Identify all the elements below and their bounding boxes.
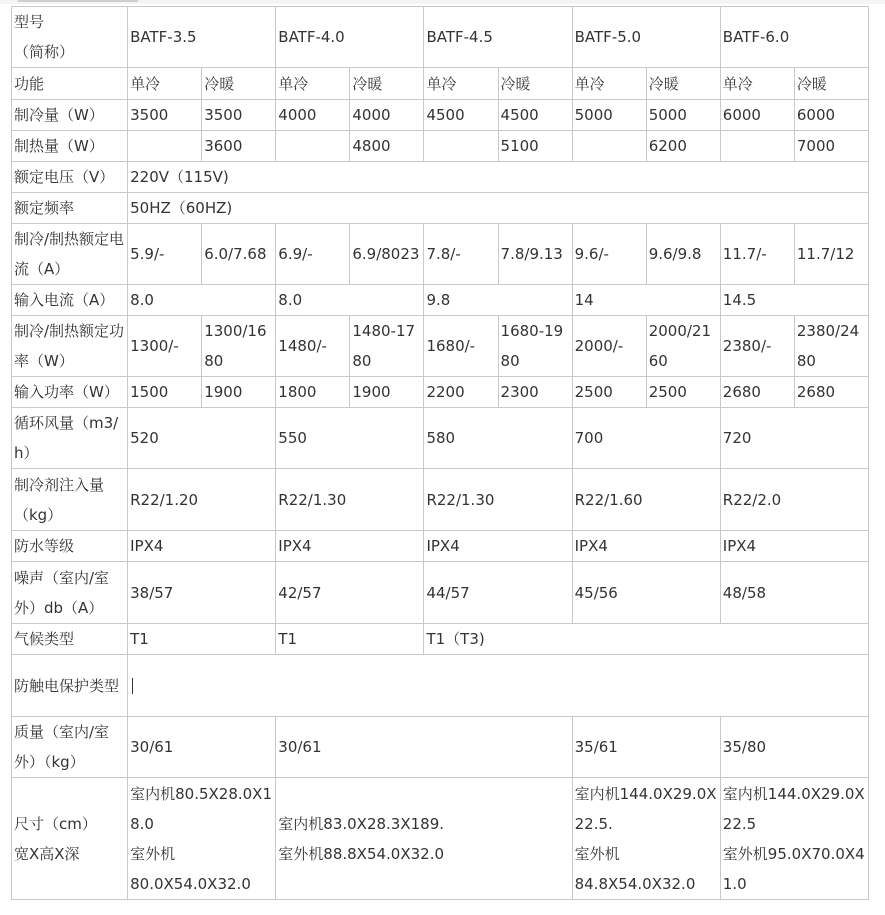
cell: 3600 [202,131,276,162]
cell: 1500 [128,377,202,408]
cell: 2200 [424,377,498,408]
row-label: 防触电保护类型 [12,655,128,717]
cell [128,131,202,162]
cell: 单冷 [572,68,646,100]
cell: 3500 [202,100,276,131]
cell: 7000 [794,131,868,162]
cell [572,778,720,900]
model-cell: BATF-3.5 [128,7,276,68]
cell: 冷暖 [498,68,572,100]
dimension-text: 室外机 [574,844,620,863]
cell: 7.8/- [424,224,498,285]
cell: 580 [424,408,572,469]
cell: 9.8 [424,285,572,316]
cell: 冷暖 [646,68,720,100]
row-label: 输入电流（A） [12,285,128,316]
row-dimensions [12,778,869,900]
cell: IPX4 [572,531,720,562]
cell: 38/57 [128,562,276,624]
cell: 50HZ（60HZ) [128,193,869,224]
cell: 5100 [498,131,572,162]
row-input-current [12,285,869,316]
cell [720,131,794,162]
row-mass [12,717,869,778]
label-line: 尺寸（cm） [14,814,97,833]
row-heating-capacity [12,131,869,162]
cell: R22/2.0 [720,469,868,531]
cell: 1900 [350,377,424,408]
cell: 1480-1780 [350,316,424,377]
row-label: 制热量（W） [12,131,128,162]
row-label: 额定频率 [12,193,128,224]
cell: 30/61 [128,717,276,778]
cropped-title-fragment [18,0,138,2]
model-cell: BATF-4.0 [276,7,424,68]
dimension-text: 80.0X54.0X32.0 [130,874,251,893]
row-waterproof [12,531,869,562]
cell: 1300/- [128,316,202,377]
cell [720,778,868,900]
cell: 2000/- [572,316,646,377]
cell: 6000 [720,100,794,131]
cell: T1 [276,624,424,655]
cell: 35/61 [572,717,720,778]
cell: 5000 [646,100,720,131]
cell: 30/61 [276,717,572,778]
cell: R22/1.60 [572,469,720,531]
model-cell: BATF-6.0 [720,7,868,68]
row-climate [12,624,869,655]
cell: 5.9/- [128,224,202,285]
cell: T1 [128,624,276,655]
cell: 单冷 [276,68,350,100]
cell: 单冷 [128,68,202,100]
cell: 冷暖 [794,68,868,100]
cell: 720 [720,408,868,469]
cell: 8.0 [128,285,276,316]
cell: 11.7/12 [794,224,868,285]
cell: 4500 [424,100,498,131]
cell: 6.9/8023 [350,224,424,285]
cell: 8.0 [276,285,424,316]
row-refrigerant [12,469,869,531]
cell: 9.6/9.8 [646,224,720,285]
label-line: 型号 [14,13,45,31]
cell: 220V（115V) [128,162,869,193]
row-rated-voltage [12,162,869,193]
row-input-power [12,377,869,408]
cell: 2500 [646,377,720,408]
cell: 14 [572,285,720,316]
cell: 1900 [202,377,276,408]
cell: 1800 [276,377,350,408]
cell: 2680 [720,377,794,408]
row-cooling-capacity [12,100,869,131]
cell: 48/58 [720,562,868,624]
cell: 2380/- [720,316,794,377]
row-function [12,68,869,100]
row-rated-power [12,316,869,377]
dimension-text: 室外机88.8X54.0X32.0 [278,844,445,863]
dimension-text: 84.8X54.0X32.0 [574,874,696,893]
cell: R22/1.20 [128,469,276,531]
cell [424,131,498,162]
cell [128,778,276,900]
row-label: 制冷剂注入量（kg） [12,469,128,531]
dimension-text: 室外机 [130,844,176,863]
text-cursor [132,678,133,694]
cell: IPX4 [128,531,276,562]
spec-table [11,6,869,900]
label-line: （简称） [14,43,75,61]
row-label: 质量（室内/室外）（kg） [12,717,128,778]
cell: 700 [572,408,720,469]
row-label: 额定电压（V） [12,162,128,193]
cell: 冷暖 [202,68,276,100]
cell: 4000 [276,100,350,131]
cell: 6.9/- [276,224,350,285]
cell: IPX4 [424,531,572,562]
cell: 520 [128,408,276,469]
dimension-text: 室内机83.0X28.3X189. [278,814,445,833]
cell: 2500 [572,377,646,408]
row-shock-protection [12,655,869,717]
cell: R22/1.30 [424,469,572,531]
row-label: 功能 [12,68,128,100]
cell: 4800 [350,131,424,162]
cell: 44/57 [424,562,572,624]
cell: 2300 [498,377,572,408]
cell: 1300/1680 [202,316,276,377]
cell: 2380/2480 [794,316,868,377]
cell: 14.5 [720,285,868,316]
row-noise [12,562,869,624]
row-airflow [12,408,869,469]
cell [572,131,646,162]
cell: 4000 [350,100,424,131]
cell: 3500 [128,100,202,131]
cell: 550 [276,408,424,469]
row-label: 制冷/制热额定电流（A） [12,224,128,285]
cell: 1680/- [424,316,498,377]
dimension-text: 室内机144.0X29.0X22.5. [574,784,717,833]
row-label [12,778,128,900]
shock-protection-cell[interactable] [128,655,869,717]
cell [276,131,350,162]
row-label: 防水等级 [12,531,128,562]
row-label: 噪声（室内/室外）db（A） [12,562,128,624]
cell: R22/1.30 [276,469,424,531]
label-line: 宽X高X深 [14,844,80,863]
top-edge-strip [0,0,885,4]
cell [276,778,572,900]
cell: 45/56 [572,562,720,624]
cell: 单冷 [720,68,794,100]
cell: 4500 [498,100,572,131]
cell: 冷暖 [350,68,424,100]
cell: 2680 [794,377,868,408]
dimension-text: 室外机95.0X70.0X41.0 [722,844,865,893]
cell: 35/80 [720,717,868,778]
dimension-text: 室内机80.5X28.0X18.0 [130,784,273,833]
cell: 6200 [646,131,720,162]
cell: T1（T3) [424,624,869,655]
row-rated-current [12,224,869,285]
cell: 11.7/- [720,224,794,285]
row-label: 制冷量（W） [12,100,128,131]
cell: 7.8/9.13 [498,224,572,285]
model-cell: BATF-4.5 [424,7,572,68]
cell: 5000 [572,100,646,131]
cell: 6000 [794,100,868,131]
row-label: 制冷/制热额定功率（W） [12,316,128,377]
cell: 单冷 [424,68,498,100]
cell: IPX4 [720,531,868,562]
cell: IPX4 [276,531,424,562]
cell: 9.6/- [572,224,646,285]
row-label: 气候类型 [12,624,128,655]
row-label [12,7,128,68]
row-label: 循环风量（m3/h） [12,408,128,469]
cell: 1680-1980 [498,316,572,377]
dimension-text: 室内机144.0X29.0X22.5 [722,784,865,833]
row-rated-frequency [12,193,869,224]
row-label: 输入功率（W） [12,377,128,408]
cell: 6.0/7.68 [202,224,276,285]
cell: 1480/- [276,316,350,377]
model-cell: BATF-5.0 [572,7,720,68]
row-model [12,7,869,68]
cell: 42/57 [276,562,424,624]
cell: 2000/2160 [646,316,720,377]
